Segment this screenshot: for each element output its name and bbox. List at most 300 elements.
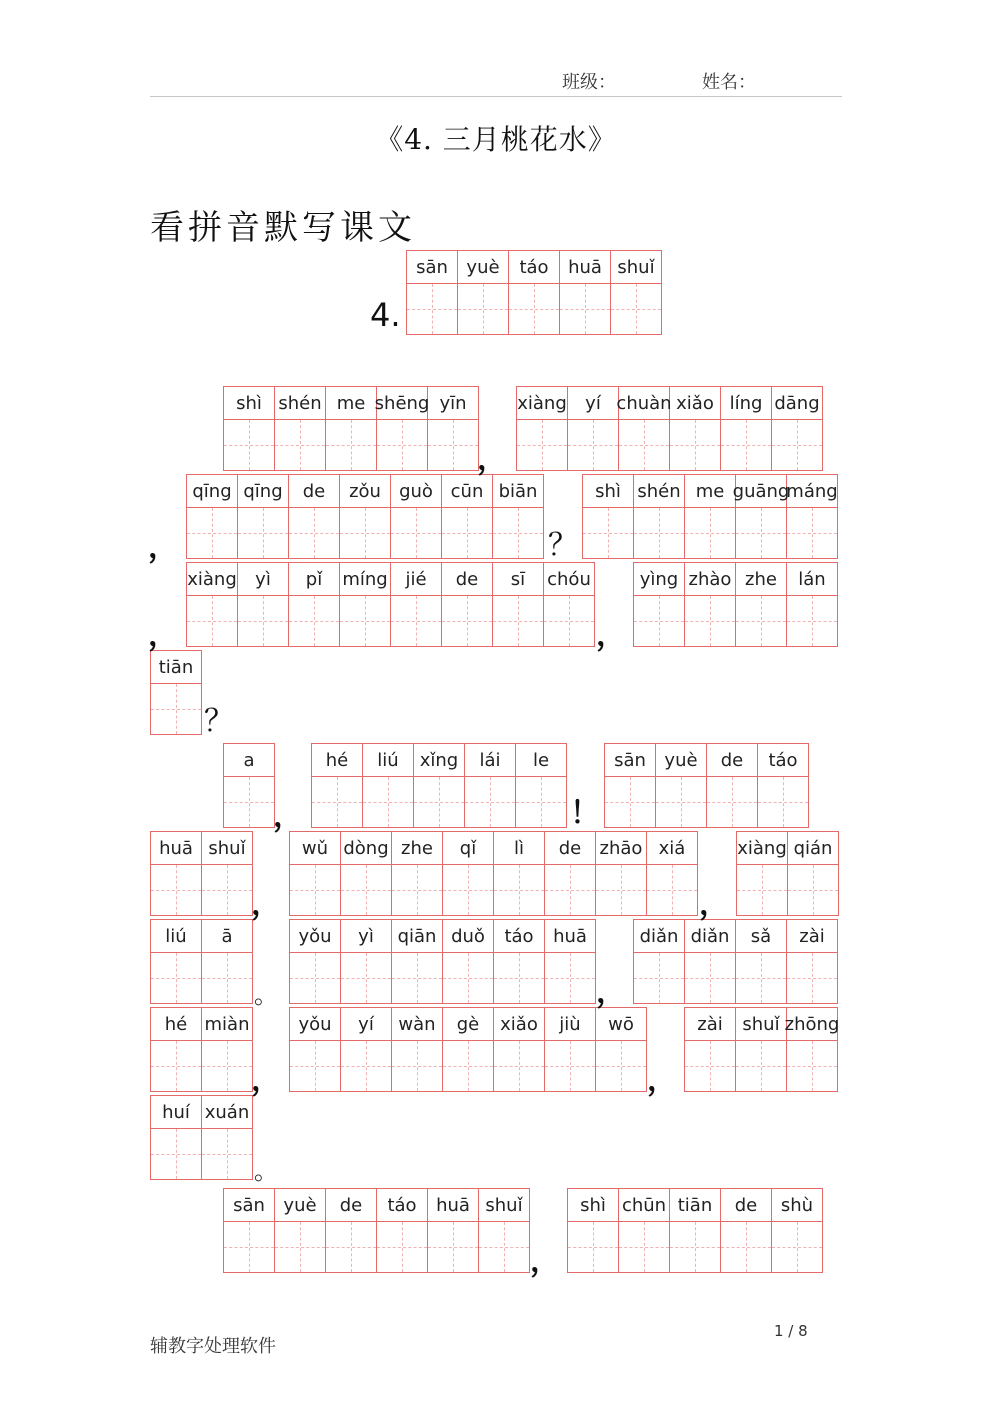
writing-box[interactable] xyxy=(414,777,464,827)
writing-box[interactable] xyxy=(736,596,786,646)
comma-mark: ， xyxy=(596,618,626,653)
character-cell xyxy=(427,1189,478,1272)
pinyin-label: wō xyxy=(596,1008,646,1041)
character-cell xyxy=(339,475,390,558)
pinyin-label: tiān xyxy=(670,1189,720,1222)
comma-mark: ， xyxy=(699,887,729,922)
writing-box[interactable] xyxy=(596,865,646,915)
writing-box[interactable] xyxy=(544,596,594,646)
pinyin-label: liú xyxy=(151,920,201,953)
character-cell xyxy=(583,475,633,558)
character-cell xyxy=(492,475,543,558)
pinyin-label: xǐng xyxy=(414,744,464,777)
pinyin-label: gè xyxy=(443,1008,493,1041)
character-cell xyxy=(771,387,822,470)
comma-mark: ， xyxy=(148,530,178,565)
character-cell xyxy=(151,1096,201,1179)
writing-box[interactable] xyxy=(442,508,492,558)
writing-box[interactable] xyxy=(290,865,340,915)
writing-box[interactable] xyxy=(391,596,441,646)
character-cell xyxy=(201,832,252,915)
period-mark: 。 xyxy=(254,1157,278,1185)
writing-box[interactable] xyxy=(545,953,595,1003)
pinyin-label: shì xyxy=(224,387,274,420)
writing-box[interactable] xyxy=(442,596,492,646)
writing-box[interactable] xyxy=(670,420,720,470)
pinyin-label: táo xyxy=(494,920,544,953)
pinyin-label: shuǐ xyxy=(611,251,661,284)
writing-box[interactable] xyxy=(238,508,288,558)
writing-box[interactable] xyxy=(428,420,478,470)
writing-box[interactable] xyxy=(151,1129,201,1179)
pinyin-label: tiān xyxy=(151,651,201,684)
writing-box[interactable] xyxy=(224,777,274,827)
writing-box[interactable] xyxy=(392,953,442,1003)
character-cell xyxy=(544,832,595,915)
character-cell xyxy=(595,832,646,915)
character-cell xyxy=(669,387,720,470)
writing-box[interactable] xyxy=(289,508,339,558)
pinyin-label: xiǎo xyxy=(670,387,720,420)
character-cell xyxy=(646,832,697,915)
pinyin-label: shì xyxy=(568,1189,618,1222)
character-cell xyxy=(492,563,543,646)
character-cell xyxy=(442,1008,493,1091)
writing-box[interactable] xyxy=(479,1222,529,1272)
writing-box[interactable] xyxy=(787,953,837,1003)
character-cell xyxy=(493,920,544,1003)
writing-box[interactable] xyxy=(238,596,288,646)
grid-group-r5a xyxy=(223,743,275,828)
character-cell xyxy=(325,387,376,470)
pinyin-label: xiàng xyxy=(737,832,787,865)
writing-box[interactable] xyxy=(736,1041,786,1091)
pinyin-label: de xyxy=(289,475,339,508)
character-cell xyxy=(784,1008,840,1091)
comma-mark: ， xyxy=(596,975,626,1010)
writing-box[interactable] xyxy=(583,508,633,558)
question-mark: ？ xyxy=(548,528,578,563)
pinyin-label: yuè xyxy=(458,251,508,284)
pinyin-label: qián xyxy=(788,832,838,865)
pinyin-label: yǒu xyxy=(290,920,340,953)
character-cell xyxy=(391,920,442,1003)
character-cell xyxy=(288,475,339,558)
writing-box[interactable] xyxy=(443,953,493,1003)
writing-box[interactable] xyxy=(340,508,390,558)
character-cell xyxy=(684,475,735,558)
writing-box[interactable] xyxy=(458,284,508,334)
character-cell xyxy=(464,744,515,827)
writing-box[interactable] xyxy=(187,596,237,646)
character-cell xyxy=(151,651,201,734)
character-cell xyxy=(655,744,706,827)
character-cell xyxy=(187,563,237,646)
writing-box[interactable] xyxy=(151,684,201,734)
writing-box[interactable] xyxy=(736,508,786,558)
character-cell xyxy=(515,744,566,827)
pinyin-label: shuǐ xyxy=(202,832,252,865)
writing-box[interactable] xyxy=(275,420,325,470)
grid-group-r2b xyxy=(582,474,838,559)
character-cell xyxy=(237,475,288,558)
character-cell xyxy=(684,563,735,646)
writing-box[interactable] xyxy=(721,420,771,470)
character-cell xyxy=(151,832,201,915)
pinyin-label: shēng xyxy=(377,387,427,420)
pinyin-label: yuè xyxy=(275,1189,325,1222)
pinyin-label: huā xyxy=(545,920,595,953)
pinyin-label: huā xyxy=(151,832,201,865)
pinyin-label: xiàng xyxy=(187,563,237,596)
character-cell xyxy=(390,475,441,558)
page-number: 1 / 8 xyxy=(774,1322,808,1340)
pinyin-label: diǎn xyxy=(634,920,684,953)
grid-group-r3a xyxy=(186,562,595,647)
writing-box[interactable] xyxy=(560,284,610,334)
class-label: 班级： xyxy=(562,72,616,93)
writing-box[interactable] xyxy=(151,953,201,1003)
character-cell xyxy=(684,920,735,1003)
pinyin-label: chuàn xyxy=(619,387,669,420)
writing-box[interactable] xyxy=(685,1041,735,1091)
writing-box[interactable] xyxy=(494,1041,544,1091)
grid-group-r2a xyxy=(186,474,544,559)
writing-box[interactable] xyxy=(326,420,376,470)
writing-box[interactable] xyxy=(737,865,787,915)
character-cell xyxy=(340,920,391,1003)
writing-box[interactable] xyxy=(392,1041,442,1091)
pinyin-label: guāng xyxy=(736,475,786,508)
pinyin-label: yìng xyxy=(634,563,684,596)
pinyin-label: dāng xyxy=(772,387,822,420)
character-cell xyxy=(737,832,787,915)
character-cell xyxy=(544,1008,595,1091)
writing-box[interactable] xyxy=(202,865,252,915)
character-cell xyxy=(441,563,492,646)
writing-box[interactable] xyxy=(509,284,559,334)
writing-box[interactable] xyxy=(685,596,735,646)
writing-box[interactable] xyxy=(758,777,808,827)
writing-box[interactable] xyxy=(707,777,757,827)
character-cell xyxy=(274,1189,325,1272)
comma-mark: ， xyxy=(477,442,507,477)
pinyin-label: jié xyxy=(391,563,441,596)
character-cell xyxy=(290,920,340,1003)
pinyin-label: wǔ xyxy=(290,832,340,865)
grid-group-r6a xyxy=(150,831,253,916)
pinyin-label: chóu xyxy=(544,563,594,596)
writing-box[interactable] xyxy=(290,1041,340,1091)
writing-box[interactable] xyxy=(202,953,252,1003)
writing-box[interactable] xyxy=(634,508,684,558)
pinyin-label: zǒu xyxy=(340,475,390,508)
character-cell xyxy=(634,563,684,646)
character-cell xyxy=(616,387,672,470)
writing-box[interactable] xyxy=(493,508,543,558)
pinyin-label: qīng xyxy=(187,475,237,508)
writing-box[interactable] xyxy=(428,1222,478,1272)
character-cell xyxy=(457,251,508,334)
character-cell xyxy=(362,744,413,827)
pinyin-label: biān xyxy=(493,475,543,508)
pinyin-label: líng xyxy=(721,387,771,420)
pinyin-label: sī xyxy=(493,563,543,596)
writing-box[interactable] xyxy=(545,865,595,915)
writing-box[interactable] xyxy=(151,865,201,915)
pinyin-label: táo xyxy=(377,1189,427,1222)
pinyin-label: lì xyxy=(494,832,544,865)
writing-box[interactable] xyxy=(634,596,684,646)
writing-box[interactable] xyxy=(788,865,838,915)
writing-box[interactable] xyxy=(326,1222,376,1272)
character-cell xyxy=(441,475,492,558)
writing-box[interactable] xyxy=(312,777,362,827)
pinyin-label: sān xyxy=(407,251,457,284)
writing-box[interactable] xyxy=(224,420,274,470)
character-cell xyxy=(237,563,288,646)
pinyin-label: xiàng xyxy=(517,387,567,420)
grid-group-r6c xyxy=(736,831,839,916)
pinyin-label: qǐ xyxy=(443,832,493,865)
pinyin-label: lán xyxy=(787,563,837,596)
pinyin-label: huí xyxy=(151,1096,201,1129)
pinyin-label: zhe xyxy=(736,563,786,596)
pinyin-label: de xyxy=(326,1189,376,1222)
character-cell xyxy=(787,832,838,915)
software-label: 辅教字处理软件 xyxy=(150,1336,276,1357)
writing-box[interactable] xyxy=(736,953,786,1003)
writing-box[interactable] xyxy=(685,508,735,558)
writing-box[interactable] xyxy=(187,508,237,558)
pinyin-label: zài xyxy=(787,920,837,953)
comma-mark: ， xyxy=(251,1063,281,1098)
writing-box[interactable] xyxy=(787,1041,837,1091)
header-divider xyxy=(150,96,842,97)
grid-group-r4a xyxy=(150,650,202,735)
writing-box[interactable] xyxy=(377,420,427,470)
pinyin-label: ā xyxy=(202,920,252,953)
pinyin-label: táo xyxy=(758,744,808,777)
character-cell xyxy=(390,563,441,646)
pinyin-label: xiǎo xyxy=(494,1008,544,1041)
character-cell xyxy=(685,1008,735,1091)
pinyin-label: pǐ xyxy=(289,563,339,596)
writing-box[interactable] xyxy=(685,953,735,1003)
writing-box[interactable] xyxy=(494,865,544,915)
character-cell xyxy=(288,563,339,646)
writing-box[interactable] xyxy=(224,1222,274,1272)
writing-box[interactable] xyxy=(392,865,442,915)
character-cell xyxy=(201,920,252,1003)
pinyin-label: táo xyxy=(509,251,559,284)
character-cell xyxy=(544,920,595,1003)
pinyin-label: jiù xyxy=(545,1008,595,1041)
pinyin-label: zhào xyxy=(685,563,735,596)
grid-group-r10a xyxy=(223,1188,530,1273)
character-cell xyxy=(786,920,837,1003)
pinyin-label: dòng xyxy=(341,832,391,865)
grid-group-r9a xyxy=(150,1095,253,1180)
character-cell xyxy=(442,832,493,915)
pinyin-label: qiān xyxy=(392,920,442,953)
pinyin-label: shén xyxy=(275,387,325,420)
pinyin-label: yǒu xyxy=(290,1008,340,1041)
writing-box[interactable] xyxy=(493,596,543,646)
pinyin-label: zhe xyxy=(392,832,442,865)
grid-group-r8a xyxy=(150,1007,253,1092)
writing-box[interactable] xyxy=(151,1041,201,1091)
character-cell xyxy=(786,563,837,646)
grid-group-title xyxy=(406,250,662,335)
pinyin-label: yí xyxy=(341,1008,391,1041)
writing-box[interactable] xyxy=(517,420,567,470)
pinyin-label: xiá xyxy=(647,832,697,865)
writing-box[interactable] xyxy=(465,777,515,827)
character-cell xyxy=(735,1008,786,1091)
writing-box[interactable] xyxy=(275,1222,325,1272)
pinyin-label: le xyxy=(516,744,566,777)
writing-box[interactable] xyxy=(605,777,655,827)
pinyin-label: hé xyxy=(151,1008,201,1041)
character-cell xyxy=(201,1096,252,1179)
pinyin-label: shuǐ xyxy=(479,1189,529,1222)
writing-box[interactable] xyxy=(340,596,390,646)
character-cell xyxy=(567,387,618,470)
character-cell xyxy=(720,387,771,470)
writing-box[interactable] xyxy=(341,1041,391,1091)
character-cell xyxy=(151,920,201,1003)
character-cell xyxy=(634,920,684,1003)
pinyin-label: de xyxy=(721,1189,771,1222)
character-cell xyxy=(339,563,390,646)
writing-box[interactable] xyxy=(341,865,391,915)
pinyin-label: sān xyxy=(224,1189,274,1222)
pinyin-label: zhāo xyxy=(596,832,646,865)
pinyin-label: sǎ xyxy=(736,920,786,953)
character-cell xyxy=(201,1008,252,1091)
writing-box[interactable] xyxy=(407,284,457,334)
pinyin-label: wàn xyxy=(392,1008,442,1041)
grid-group-r5b xyxy=(311,743,567,828)
pinyin-label: zài xyxy=(685,1008,735,1041)
grid-group-r5c xyxy=(604,743,809,828)
writing-box[interactable] xyxy=(721,1222,771,1272)
grid-group-r6b xyxy=(289,831,698,916)
pinyin-label: miàn xyxy=(202,1008,252,1041)
pinyin-label: de xyxy=(707,744,757,777)
page-title: 《4. 三月桃花水》 xyxy=(375,123,617,156)
character-cell xyxy=(374,387,430,470)
character-cell xyxy=(340,1008,391,1091)
character-cell xyxy=(325,1189,376,1272)
grid-group-r1b xyxy=(516,386,823,471)
writing-box[interactable] xyxy=(568,420,618,470)
character-cell xyxy=(290,1008,340,1091)
writing-box[interactable] xyxy=(772,420,822,470)
grid-group-r7a xyxy=(150,919,253,1004)
character-cell xyxy=(669,1189,720,1272)
pinyin-label: de xyxy=(442,563,492,596)
writing-box[interactable] xyxy=(290,953,340,1003)
writing-box[interactable] xyxy=(341,953,391,1003)
character-cell xyxy=(735,563,786,646)
writing-box[interactable] xyxy=(647,865,697,915)
writing-box[interactable] xyxy=(772,1222,822,1272)
writing-box[interactable] xyxy=(611,284,661,334)
writing-box[interactable] xyxy=(202,1129,252,1179)
writing-box[interactable] xyxy=(202,1041,252,1091)
character-cell xyxy=(407,251,457,334)
writing-box[interactable] xyxy=(516,777,566,827)
writing-box[interactable] xyxy=(289,596,339,646)
writing-box[interactable] xyxy=(443,1041,493,1091)
writing-box[interactable] xyxy=(619,420,669,470)
character-cell xyxy=(605,744,655,827)
writing-box[interactable] xyxy=(656,777,706,827)
grid-group-r8c xyxy=(684,1007,838,1092)
pinyin-label: yuè xyxy=(656,744,706,777)
writing-box[interactable] xyxy=(634,953,684,1003)
writing-box[interactable] xyxy=(787,596,837,646)
pinyin-label: shì xyxy=(583,475,633,508)
pinyin-label: yí xyxy=(568,387,618,420)
writing-box[interactable] xyxy=(377,1222,427,1272)
pinyin-label: de xyxy=(545,832,595,865)
pinyin-label: huā xyxy=(428,1189,478,1222)
writing-box[interactable] xyxy=(494,953,544,1003)
pinyin-label: me xyxy=(326,387,376,420)
writing-box[interactable] xyxy=(443,865,493,915)
question-mark: ？ xyxy=(204,704,234,739)
writing-box[interactable] xyxy=(363,777,413,827)
character-cell xyxy=(224,744,274,827)
writing-box[interactable] xyxy=(545,1041,595,1091)
writing-box[interactable] xyxy=(391,508,441,558)
pinyin-label: hé xyxy=(312,744,362,777)
writing-box[interactable] xyxy=(568,1222,618,1272)
character-cell xyxy=(720,1189,771,1272)
character-cell xyxy=(391,1008,442,1091)
character-cell xyxy=(224,1189,274,1272)
pinyin-label: yì xyxy=(238,563,288,596)
writing-box[interactable] xyxy=(787,508,837,558)
character-cell xyxy=(735,920,786,1003)
pinyin-label: diǎn xyxy=(685,920,735,953)
character-cell xyxy=(187,475,237,558)
character-cell xyxy=(568,1189,618,1272)
pinyin-label: zhōng xyxy=(787,1008,837,1041)
grid-group-r7c xyxy=(633,919,838,1004)
character-cell xyxy=(274,387,325,470)
character-cell xyxy=(442,920,493,1003)
character-cell xyxy=(151,1008,201,1091)
character-cell xyxy=(543,563,594,646)
writing-box[interactable] xyxy=(596,1041,646,1091)
grid-group-r1a xyxy=(223,386,479,471)
pinyin-label: sān xyxy=(605,744,655,777)
writing-box[interactable] xyxy=(670,1222,720,1272)
pinyin-label: míng xyxy=(340,563,390,596)
character-cell xyxy=(508,251,559,334)
pinyin-label: lái xyxy=(465,744,515,777)
writing-box[interactable] xyxy=(619,1222,669,1272)
pinyin-label: liú xyxy=(363,744,413,777)
pinyin-label: yì xyxy=(341,920,391,953)
character-cell xyxy=(376,1189,427,1272)
character-cell xyxy=(312,744,362,827)
character-cell xyxy=(633,475,684,558)
